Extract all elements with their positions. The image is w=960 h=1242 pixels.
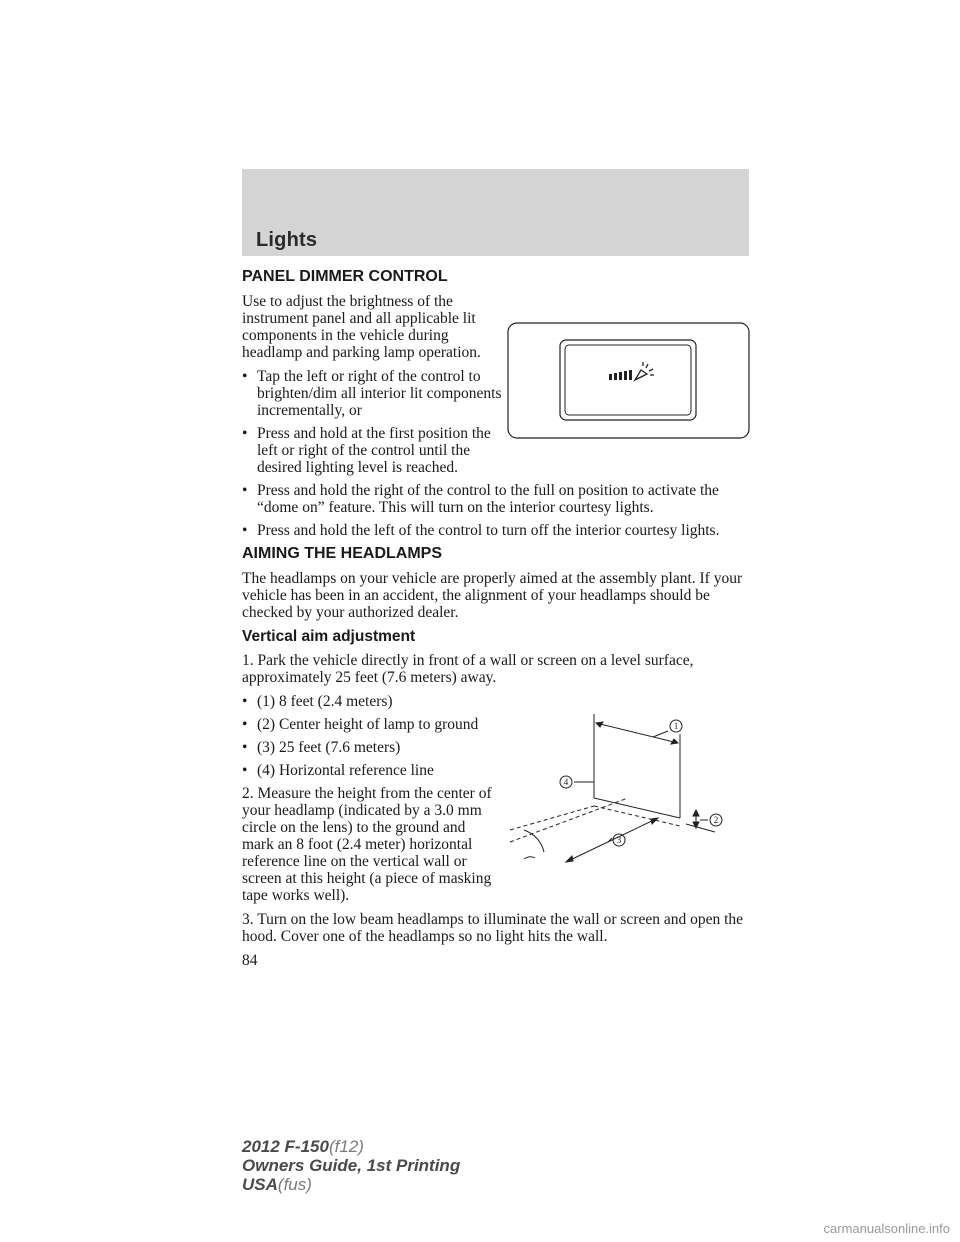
aim-step-1: 1. Park the vehicle directly in front of a wall or screen on a level surface, approximately 25 feet (7.6 meters) away. bbox=[242, 652, 694, 686]
section-header-band bbox=[242, 169, 749, 256]
aiming-heading: AIMING THE HEADLAMPS bbox=[242, 545, 442, 562]
footer-model-code: (f12) bbox=[328, 1137, 364, 1156]
aim-step-2: 2. Measure the height from the center of your headlamp (indicated by a 3.0 mm circle on the lens) to the ground and mark an 8 foot (2.4 meter) horizontal reference line on the vertical wall or screen at this height (a piece of masking tape works well). bbox=[242, 785, 492, 904]
section-title: Lights bbox=[256, 229, 318, 251]
list-item: • Tap the left or right of the control to brighten/dim all interior lit components incrementally, or bbox=[242, 368, 515, 419]
list-item: • (2) Center height of lamp to ground bbox=[242, 716, 515, 733]
diagram-label-4: 4 bbox=[563, 777, 569, 787]
list-item: • (4) Horizontal reference line bbox=[242, 762, 515, 779]
footer-model: 2012 F-150 bbox=[242, 1137, 329, 1156]
aim-step-3: 3. Turn on the low beam headlamps to illuminate the wall or screen and open the hood. Cover one of the headlamps so no light hits the wall. bbox=[242, 911, 744, 945]
list-item: • Press and hold the right of the control to the full on position to activate the “dome on” feature. This will turn on the interior courtesy lights. bbox=[242, 482, 752, 516]
watermark: carmanualsonline.info bbox=[823, 1221, 950, 1236]
panel-dimmer-heading: PANEL DIMMER CONTROL bbox=[242, 268, 448, 285]
footer-region-code: (fus) bbox=[277, 1175, 312, 1194]
document-footer bbox=[242, 1137, 460, 1194]
list-item: • Press and hold at the first position the left or right of the control until the desired lighting level is reached. bbox=[242, 425, 515, 476]
diagram-label-2: 2 bbox=[713, 815, 719, 825]
diagram-label-1: 1 bbox=[673, 721, 679, 731]
headlamp-aiming-diagram bbox=[508, 712, 733, 867]
footer-guide: Owners Guide, 1st Printing bbox=[242, 1156, 461, 1175]
vertical-aim-subheading: Vertical aim adjustment bbox=[242, 628, 416, 645]
page-number: 84 bbox=[242, 952, 258, 969]
list-item: • (3) 25 feet (7.6 meters) bbox=[242, 739, 515, 756]
aiming-intro: The headlamps on your vehicle are properly aimed at the assembly plant. If your vehicle has been in an accident, the alignment of your headlamps should be checked by your authorized dealer. bbox=[242, 570, 743, 621]
list-item: • (1) 8 feet (2.4 meters) bbox=[242, 693, 515, 710]
panel-dimmer-intro: Use to adjust the brightness of the instrument panel and all applicable lit components in the vehicle during headlamp and parking lamp operation. bbox=[242, 293, 481, 361]
footer-region: USA bbox=[242, 1175, 278, 1194]
diagram-label-3: 3 bbox=[616, 835, 622, 845]
list-item: • Press and hold the left of the control to turn off the interior courtesy lights. bbox=[242, 522, 752, 539]
